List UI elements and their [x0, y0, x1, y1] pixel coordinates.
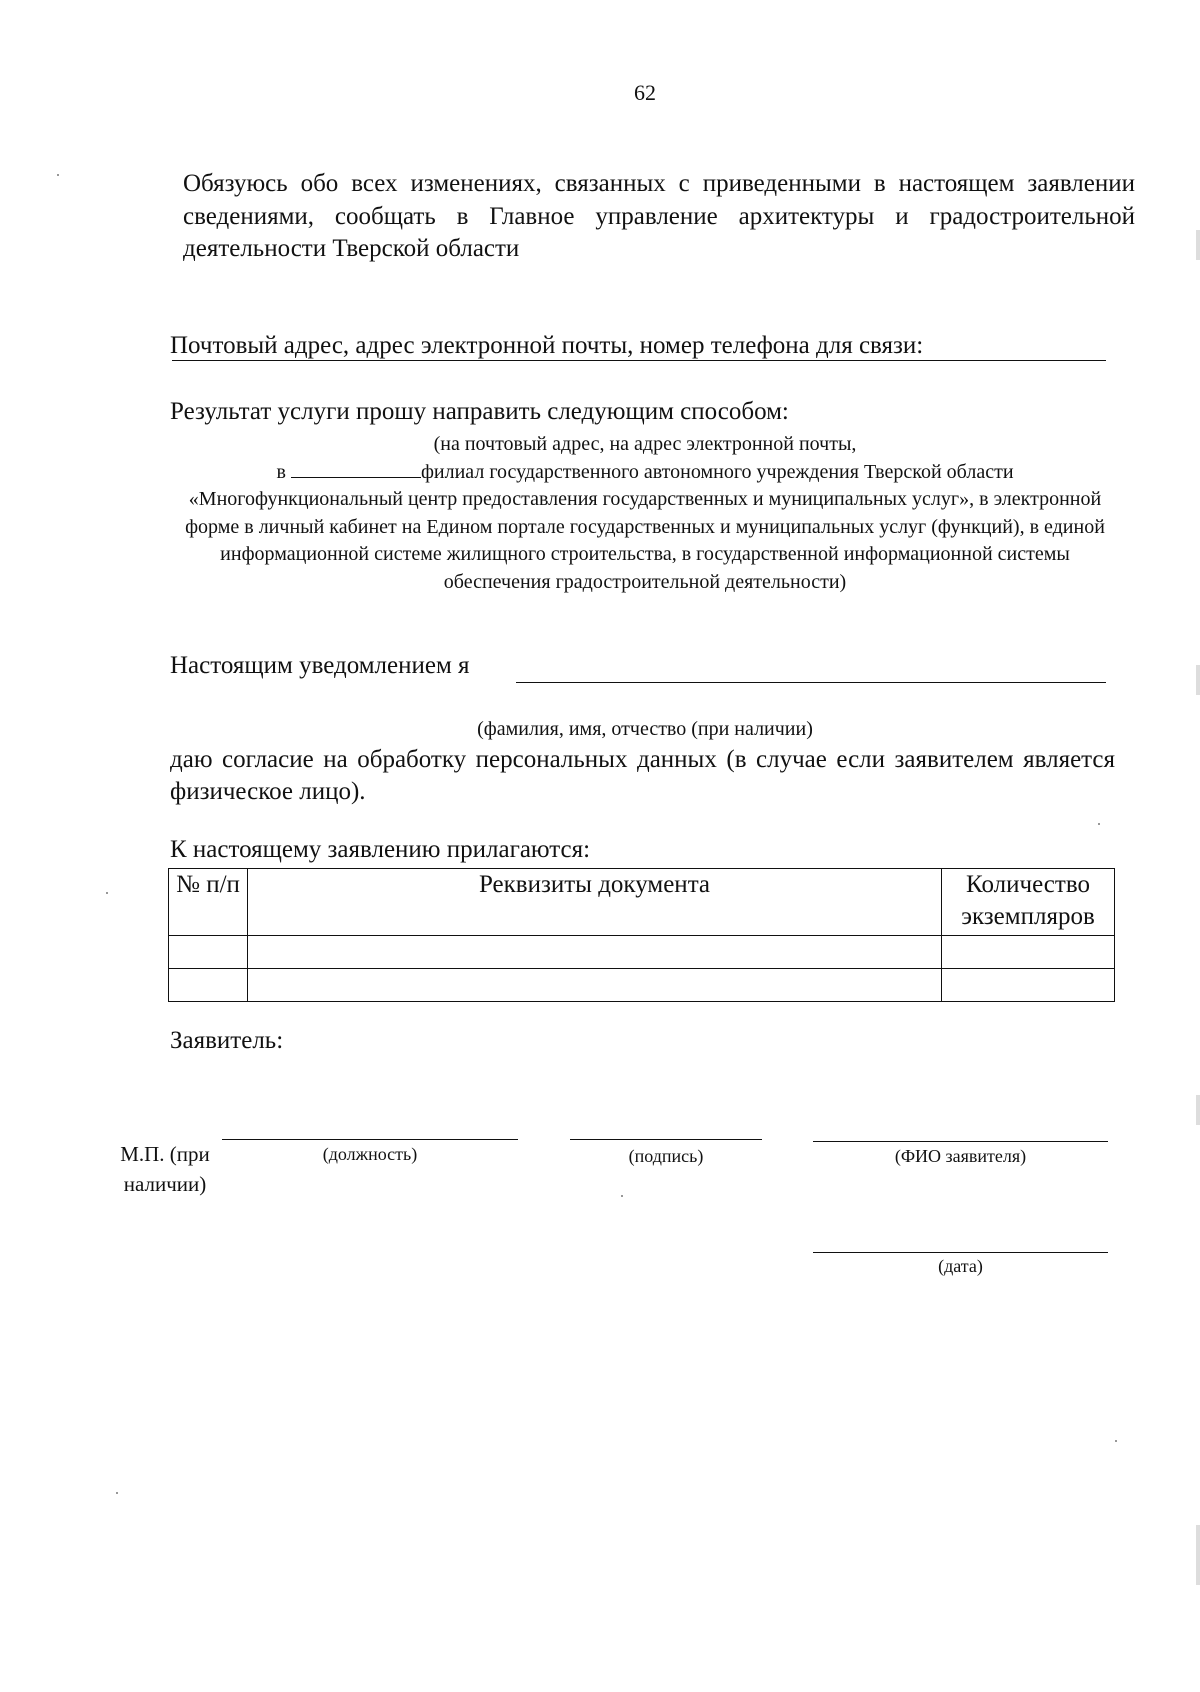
- table-cell[interactable]: [248, 969, 942, 1002]
- result-method-note: [170, 431, 1120, 596]
- stamp-place-label: М.П. (при наличии): [120, 1142, 210, 1196]
- scan-speck: [1098, 823, 1100, 825]
- result-note-suffix: филиал государственного автономного учреждения Тверской области: [420, 460, 1014, 483]
- applicant-name-label: (ФИО заявителя): [894, 1146, 1027, 1166]
- result-note-line1: (на почтовый адрес, на адрес электронной почты,: [433, 433, 857, 455]
- obligation-paragraph: Обязуюсь обо всех изменениях, связанных с приведенными в настоящем заявлении сведениями, сообщать в Главное управление архитектуры и градостроительной деятельности Тверской области: [183, 170, 1135, 262]
- table-cell[interactable]: [942, 969, 1115, 1002]
- applicant-label: Заявитель:: [170, 1027, 284, 1054]
- table-cell[interactable]: [248, 936, 942, 969]
- attachments-header-row: [169, 869, 1115, 936]
- result-method-label: Результат услуги прошу направить следующим способом:: [170, 398, 789, 425]
- attachments-table: [168, 868, 1115, 1002]
- scan-edge: [1196, 1095, 1200, 1125]
- scan-speck: [621, 1195, 623, 1197]
- header-number: № п/п: [169, 869, 248, 936]
- result-note-rest: «Многофункциональный центр предоставления государственных и муниципальных услуг», в электронной форме в личный кабинет на Едином портале государственных и муниципальных услуг (функций), в единой информационной системе жилищного строительства, в государственной информационной системы обеспечения градостроительной деятельности): [185, 488, 1105, 593]
- table-row: [169, 969, 1115, 1002]
- page-number: 62: [634, 80, 656, 105]
- result-note-line2: [170, 459, 1120, 487]
- date-label: (дата): [938, 1256, 983, 1276]
- position-label: (должность): [322, 1144, 418, 1164]
- signature-field-line[interactable]: [570, 1139, 762, 1140]
- scan-speck: [57, 174, 59, 176]
- scan-speck: [116, 1492, 118, 1494]
- scan-speck: [1115, 1440, 1117, 1442]
- scan-edge: [1196, 665, 1200, 695]
- contact-field-line[interactable]: [172, 360, 1106, 361]
- table-cell[interactable]: [169, 969, 248, 1002]
- branch-blank-field[interactable]: [291, 463, 421, 478]
- header-document-details: Реквизиты документа: [248, 869, 942, 936]
- contact-label: Почтовый адрес, адрес электронной почты, номер телефона для связи:: [170, 332, 924, 359]
- result-note-prefix: в: [276, 460, 286, 483]
- position-field-line[interactable]: [222, 1139, 518, 1140]
- attachments-label: К настоящему заявлению прилагаются:: [170, 836, 591, 863]
- consent-text: даю согласие на обработку персональных данных (в случае если заявителем является физическое лицо).: [170, 746, 1115, 805]
- table-cell[interactable]: [169, 936, 248, 969]
- full-name-field-line[interactable]: [516, 682, 1106, 683]
- header-copies-count: Количество экземпляров: [942, 869, 1115, 936]
- signature-label: (подпись): [628, 1146, 704, 1166]
- full-name-note: (фамилия, имя, отчество (при наличии): [477, 718, 813, 740]
- scan-speck: [106, 892, 108, 894]
- scan-edge: [1196, 230, 1200, 260]
- scan-edge: [1196, 1525, 1200, 1585]
- table-cell[interactable]: [942, 936, 1115, 969]
- table-row: [169, 936, 1115, 969]
- applicant-name-field-line[interactable]: [813, 1141, 1108, 1142]
- date-field-line[interactable]: [813, 1252, 1108, 1253]
- consent-label: Настоящим уведомлением я: [170, 652, 470, 679]
